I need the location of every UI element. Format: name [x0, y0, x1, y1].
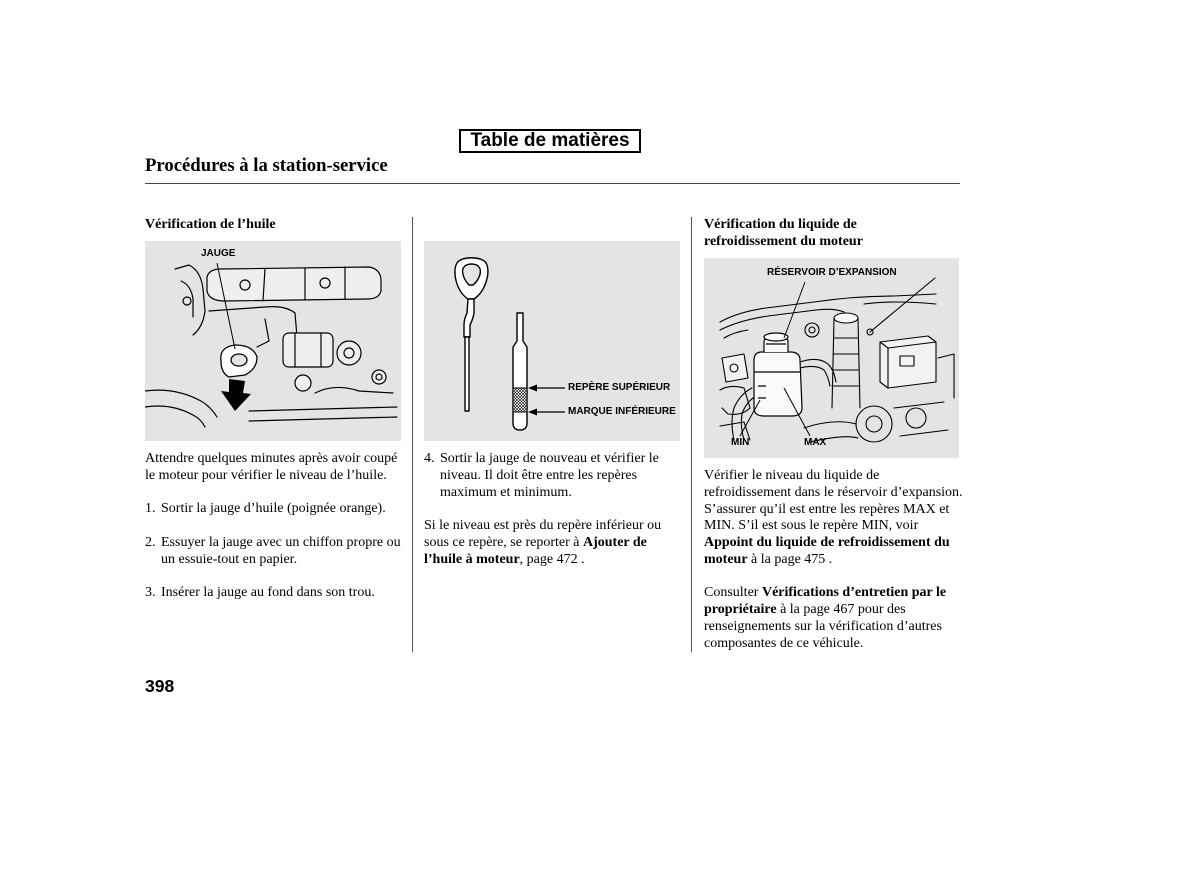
dipstick-callout-label: JAUGE — [201, 248, 236, 259]
cross-reference-link[interactable]: propriétaire — [704, 602, 777, 617]
text-line — [424, 552, 684, 569]
engine-dipstick-figure — [145, 241, 401, 441]
text-line — [440, 451, 684, 468]
page-number: 398 — [145, 676, 175, 696]
text-line — [704, 502, 966, 519]
text-line — [440, 485, 684, 502]
table-of-contents-link[interactable]: Table de matières — [459, 129, 641, 153]
text-run: composantes de ce véhicule. — [704, 635, 864, 651]
text-run: Vérifier le niveau du liquide de — [704, 468, 880, 483]
numbered-step — [424, 451, 684, 501]
text-line — [704, 636, 966, 653]
section-heading-coolant-check — [704, 217, 863, 251]
min-mark-label: MIN — [731, 437, 750, 448]
text-line — [161, 535, 405, 552]
text-run: Insérer la jauge au fond dans son trou. — [161, 585, 375, 600]
step-number: 4. — [424, 451, 435, 466]
text-line — [424, 518, 684, 535]
text-run: S’assurer qu’il est entre les repères MAX et — [704, 501, 950, 517]
max-mark-label: MAX — [804, 437, 827, 448]
left-column-text — [145, 451, 405, 619]
text-run: refroidissement dans le réservoir d’expansion. — [704, 484, 963, 500]
coolant-reservoir-illustration — [704, 258, 959, 458]
section-heading-oil-check: Vérification de l’huile — [145, 217, 276, 232]
instruction-paragraph — [145, 451, 405, 485]
text-line — [161, 585, 405, 602]
numbered-step — [145, 585, 405, 602]
header-divider — [145, 183, 960, 184]
text-line — [704, 602, 966, 619]
text-line — [161, 552, 405, 569]
text-run: maximum et minimum. — [440, 484, 572, 500]
text-run: MIN. S’il est sous le repère MIN, voir — [704, 518, 919, 534]
text-line — [145, 468, 405, 485]
text-run: Sortir la jauge de nouveau et vérifier le — [440, 451, 659, 466]
lower-mark-label: MARQUE INFÉRIEURE — [568, 406, 676, 417]
text-line — [161, 501, 405, 518]
cross-reference-link[interactable]: Appoint du liquide de refroidissement du — [704, 535, 950, 550]
text-line — [704, 585, 966, 602]
right-column-text — [704, 468, 966, 669]
text-line — [704, 468, 966, 485]
text-run: à la page 467 pour des — [776, 602, 906, 617]
text-run: Consulter — [704, 585, 762, 601]
instruction-paragraph — [704, 468, 966, 569]
text-run: à la page 475 . — [747, 551, 833, 567]
text-line — [440, 468, 684, 485]
cross-reference-link[interactable]: Vérifications d’entretien par le — [761, 585, 947, 601]
text-run: le moteur pour vérifier le niveau de l’huile. — [145, 467, 387, 483]
text-line — [704, 518, 966, 535]
engine-dipstick-illustration — [145, 241, 401, 441]
text-line — [704, 619, 966, 636]
column-divider — [412, 217, 413, 652]
step-number: 2. — [145, 534, 156, 550]
text-line — [424, 535, 684, 552]
text-run: Sortir la jauge d’huile (poignée orange). — [161, 501, 386, 517]
step-number: 3. — [145, 585, 156, 600]
upper-mark-label: REPÈRE SUPÉRIEUR — [568, 382, 671, 393]
page-title: Procédures à la station-service — [145, 155, 388, 176]
cross-reference-link[interactable]: moteur — [704, 551, 748, 567]
text-line — [145, 451, 405, 468]
cross-reference-link[interactable]: Ajouter de — [582, 534, 647, 550]
cross-reference-link[interactable]: l’huile à moteur — [424, 551, 520, 567]
text-line — [704, 485, 966, 502]
heading-line: Vérification du liquide de — [704, 217, 857, 232]
text-run: , page 472 . — [519, 551, 585, 567]
text-run: niveau. Il doit être entre les repères — [440, 467, 638, 483]
dipstick-marks-figure — [424, 241, 680, 441]
heading-line: refroidissement du moteur — [704, 233, 863, 249]
text-run: Si le niveau est près du repère inférieur ou — [424, 518, 662, 533]
coolant-reservoir-figure — [704, 258, 959, 458]
middle-column-text — [424, 451, 684, 585]
step-number: 1. — [145, 501, 156, 517]
reservoir-callout-label: RÉSERVOIR D’EXPANSION — [767, 267, 897, 278]
text-run: renseignements sur la vérification d’autres — [704, 618, 942, 634]
instruction-paragraph — [704, 585, 966, 652]
text-run: un essuie-tout en papier. — [161, 551, 298, 567]
column-divider — [691, 217, 692, 652]
text-line — [704, 552, 966, 569]
text-line — [704, 535, 966, 552]
text-run: sous ce repère, se reporter à — [424, 534, 583, 550]
text-run: Essuyer la jauge avec un chiffon propre ou — [161, 534, 401, 550]
numbered-step — [145, 535, 405, 569]
instruction-paragraph — [424, 518, 684, 568]
numbered-step — [145, 501, 405, 518]
text-run: Attendre quelques minutes après avoir coupé — [145, 451, 398, 466]
